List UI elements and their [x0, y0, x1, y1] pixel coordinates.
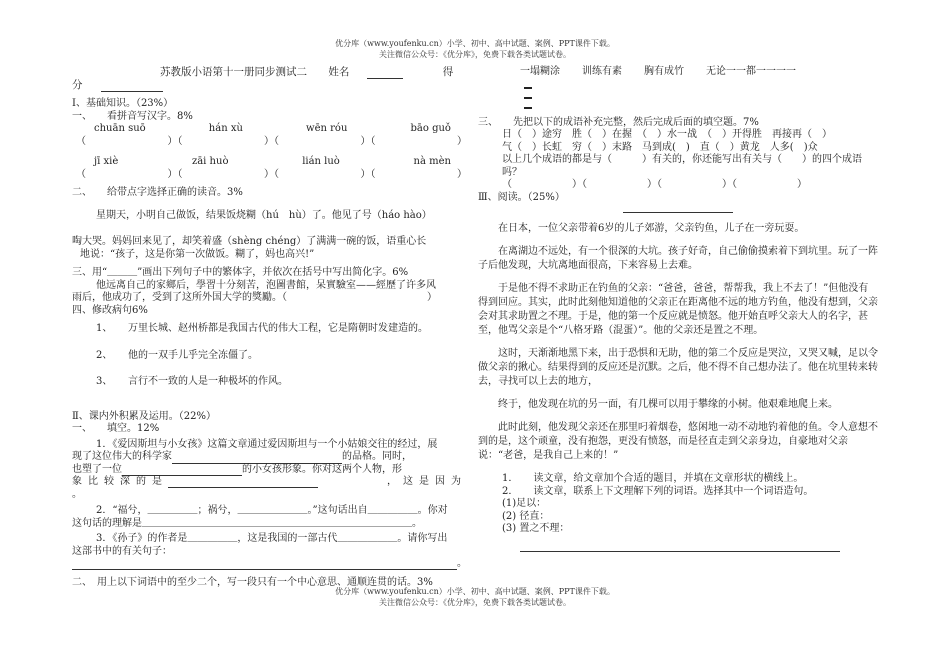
q2-text: 啕大哭。妈妈回来见了，却笑着盛（shèng chéng）了满满一碗的饭，语重心长 — [72, 236, 427, 248]
section-3-heading: Ⅲ、阅读。（25%） — [478, 191, 565, 203]
word-item: (3) 置之不理： — [502, 523, 570, 534]
fill-text: 现了这位伟大的科学家 — [72, 451, 172, 463]
fill-2-line-2: 这句话的理解是＿＿＿＿＿＿＿＿＿＿＿＿＿＿＿＿＿＿＿＿＿＿＿＿＿＿＿。 — [72, 517, 422, 529]
q3-heading: 三、 先把以下的成语补充完整，然后完成后面的填空题。7% — [478, 116, 759, 128]
word-item: (1)足以： — [502, 498, 547, 509]
fill-text: 。 — [457, 558, 467, 570]
page-footer — [0, 586, 950, 608]
q1-heading: 一、 看拼音写汉字。8% — [72, 110, 193, 122]
footer-line-1: 优分库（www.youfenku.cn）小学、初中、高中试题、案例、PPT课件下载。 — [335, 587, 615, 596]
sentence-1 — [72, 323, 467, 336]
fill-3: 3．《孙子》的作者是＿＿＿＿＿，这是我国的一部古代＿＿＿＿＿＿。请你写出 — [96, 533, 448, 545]
q2-heading: 二、 给带点字选择正确的读音。3% — [72, 187, 243, 199]
sentence-2 — [72, 350, 467, 363]
passage-paragraph: 在离湖边不远处，有一个很深的大坑。孩子好奇，自己偷偷摸索着下到坑里。玩了一阵子后他发现，大坑离地面很高，下来容易上去难。 — [478, 246, 878, 271]
sentence-3 — [72, 376, 467, 389]
q2-text: 星期天，小明自己做饭，结果饭烧糊（hú hù）了。他见了号（háo hào） — [96, 209, 432, 221]
writing-line[interactable] — [524, 89, 532, 99]
fill-1: 1．《爱因斯坦与小女孩》这篇文章通过爱因斯坦与一个小姑娘交往的经过，展 — [96, 438, 438, 450]
footer-line-2: 关注微信公众号：《优分库》，免费下载各类试题试卷。 — [379, 598, 571, 607]
fill-text: ，这是因为 — [387, 476, 467, 488]
name-label: 姓名 — [328, 66, 350, 78]
pinyin-row-1 — [72, 123, 467, 136]
word-item: (2) 径直： — [502, 510, 550, 522]
fill-text: 的品格。同时， — [342, 451, 412, 463]
idiom-row: 气（ ）长虹 穷（ ）末路 马到成( ) 直（ ）黄龙 人多( )众 — [502, 141, 818, 153]
q2-text: 地说：“孩子，这是你第一次做饭。糊了，妈也高兴!” — [80, 248, 315, 260]
pinyin: nà mèn — [413, 156, 451, 168]
answer-line[interactable] — [520, 540, 840, 552]
idiom-question: 以上几个成语的都是与（ ）有关的，你还能写出有关与（ ）的四个成语吗？ — [502, 154, 862, 178]
sentence-text: 万里长城、赵州桥都是我国古代的伟大工程，它是隋朝时发建造的。 — [128, 323, 428, 335]
header-line-1: 优分库（www.youfenku.cn）小学、初中、高中试题、案例、PPT课件下载。 — [335, 39, 615, 48]
right-column — [478, 66, 878, 552]
fill-3-line-2: 这部书中的有关句子： — [72, 545, 172, 557]
paren: ）（ — [264, 168, 279, 180]
fill-2: 2．“福兮，＿＿＿＿＿；祸兮，＿＿＿＿＿＿＿。”这句话出自＿＿＿＿＿。你对 — [96, 505, 448, 517]
writing-question: 二、 用上以下词语中的至少二个，写一段只有一个中心意思、通顺连贯的话。3% — [72, 576, 433, 588]
section-2-heading: Ⅱ、课内外积累及运用。（22%） — [72, 410, 217, 422]
name-field[interactable] — [328, 66, 421, 78]
fill-text: 的小女孩形象。你对这两个人物，形 — [242, 463, 402, 475]
title-blank[interactable] — [623, 212, 733, 213]
idiom-row: 日（ ）途穷 胜（ ）在握 （ ）水一战 （ ）开得胜 再接再（ ） — [502, 129, 832, 140]
paren: ） — [457, 135, 467, 147]
reading-question-2: 2． 读文章，联系上下文理解下列的词语。选择其中一个词语造句。 — [502, 485, 814, 497]
paren: ） — [457, 168, 467, 180]
header-line-2: 关注微信公众号：《优分库》，免费下载各类试题试卷。 — [379, 50, 571, 59]
left-column — [72, 66, 467, 589]
pinyin: wēn róu — [306, 123, 348, 135]
word: 一塌糊涂 — [520, 66, 560, 77]
sentence-number: 3、 — [96, 376, 113, 388]
q4-heading: 四、修改病句6% — [72, 304, 148, 316]
sentence-text: 言行不一致的人是一种极坏的作风。 — [128, 376, 288, 388]
q3-text: 他远离自己的家鄉后，學習十分刻苦，泡圖書館，呆實驗室——經歷了许多风 — [96, 279, 436, 291]
passage-paragraph: 在日本，一位父亲带着6岁的儿子郊游，父亲钓鱼，儿子在一旁玩耍。 — [498, 223, 805, 234]
answer-row-1[interactable] — [72, 136, 467, 149]
paren: ）（ — [167, 168, 183, 180]
q3-text: 雨后，他成功了，受到了这所外国大学的獎勵。（ ） — [72, 292, 437, 304]
paren: ）（ — [360, 168, 376, 180]
sentence-number: 1、 — [96, 323, 113, 335]
pinyin-row-2 — [72, 156, 467, 169]
section-1-heading: Ⅰ、基础知识。（23%） — [72, 98, 174, 110]
test-title: 苏教版小语第十一册同步测试二 — [160, 66, 307, 78]
fill-1-line-2 — [72, 451, 467, 464]
word-list — [478, 66, 878, 79]
fill-heading: 一、 填空。12% — [72, 423, 160, 435]
q3-heading: 三、用“＿＿＿”画出下列句子中的繁体字，并依次在括号中写出简化字。6% — [72, 267, 409, 279]
page-header — [0, 38, 950, 60]
fill-1-end: 。 — [72, 488, 82, 500]
fill-1-line-4 — [72, 476, 467, 489]
reading-question-1: 1． 读文章，给文章加个合适的题目，并填在文章形状的横线上。 — [502, 473, 804, 484]
score-label: 得分 — [72, 66, 454, 92]
test-title-row — [72, 66, 467, 92]
fill-3-line-3 — [72, 558, 467, 571]
passage-paragraph: 此时此刻，他发现父亲还在那里叼着烟卷，悠闲地一动不动地钓着他的鱼。令人意想不到的是，这个顽童，没有抱怨，更没有愤怒，而是径直走到父亲身边，自豪地对父亲说：“老爸，是我自己上来的！” — [478, 422, 878, 461]
fill-text: 也塑了一位 — [72, 463, 122, 475]
blank[interactable] — [172, 452, 342, 464]
paren: ）（ — [264, 135, 279, 147]
writing-line[interactable] — [524, 99, 532, 109]
passage-paragraph: 这时，天渐渐地黑下来，出于恐惧和无助，他的第二个反应是哭泣，又哭又喊，足以令做父亲的揪心。结果得到的反应还是沉默。之后，他不得不自己想办法了。他在坑里转来转去，寻找可以上去的地方， — [478, 348, 878, 387]
sentence-text: 他的一双手儿乎完全冻僵了。 — [128, 349, 258, 361]
pinyin: zāi huò — [191, 156, 229, 168]
idiom-answer-row[interactable]: （ ）（ ）（ ）（ ） — [502, 179, 807, 190]
paren: ）（ — [167, 135, 183, 147]
fill-1-line-3 — [72, 464, 467, 477]
paren: （ — [76, 168, 86, 180]
pinyin: bāo guǒ — [410, 123, 451, 135]
blank[interactable] — [168, 476, 318, 488]
pinyin: jī xiè — [94, 156, 119, 168]
passage-paragraph: 于是他不得不求助正在钓鱼的父亲：“爸爸，爸爸，帮帮我，我上不去了！”但他没有得到回应。其实，此时此刻他知道他的父亲正在距离他不远的地方钓鱼，他没有想到，父亲会对其求助置之不理。于是，他的第一个反应就是愤怒。他开始直呼父亲大人的名字，甚至，他骂父亲是个“八格牙路（混蛋）”。他的父亲还是置之不理。 — [478, 283, 878, 336]
pinyin: lián luò — [302, 156, 340, 168]
paren: （ — [76, 135, 86, 147]
blank[interactable] — [122, 464, 242, 476]
pinyin: chuān suō — [94, 123, 146, 135]
paren: ）（ — [360, 135, 376, 147]
word: 胸有成竹 — [644, 66, 684, 77]
sentence-number: 2、 — [96, 349, 113, 361]
passage-paragraph: 终于，他发现在坑的另一面，有几棵可以用于攀缘的小树。他艰难地爬上来。 — [498, 399, 838, 410]
pinyin: hán xù — [208, 123, 243, 135]
writing-line[interactable] — [524, 79, 532, 89]
word: 无论一一都一一一一 — [706, 66, 796, 77]
blank[interactable] — [72, 558, 457, 570]
answer-row-2[interactable] — [72, 169, 467, 182]
word: 训练有素 — [582, 66, 622, 77]
fill-text: 象比较深的是 — [72, 476, 168, 488]
